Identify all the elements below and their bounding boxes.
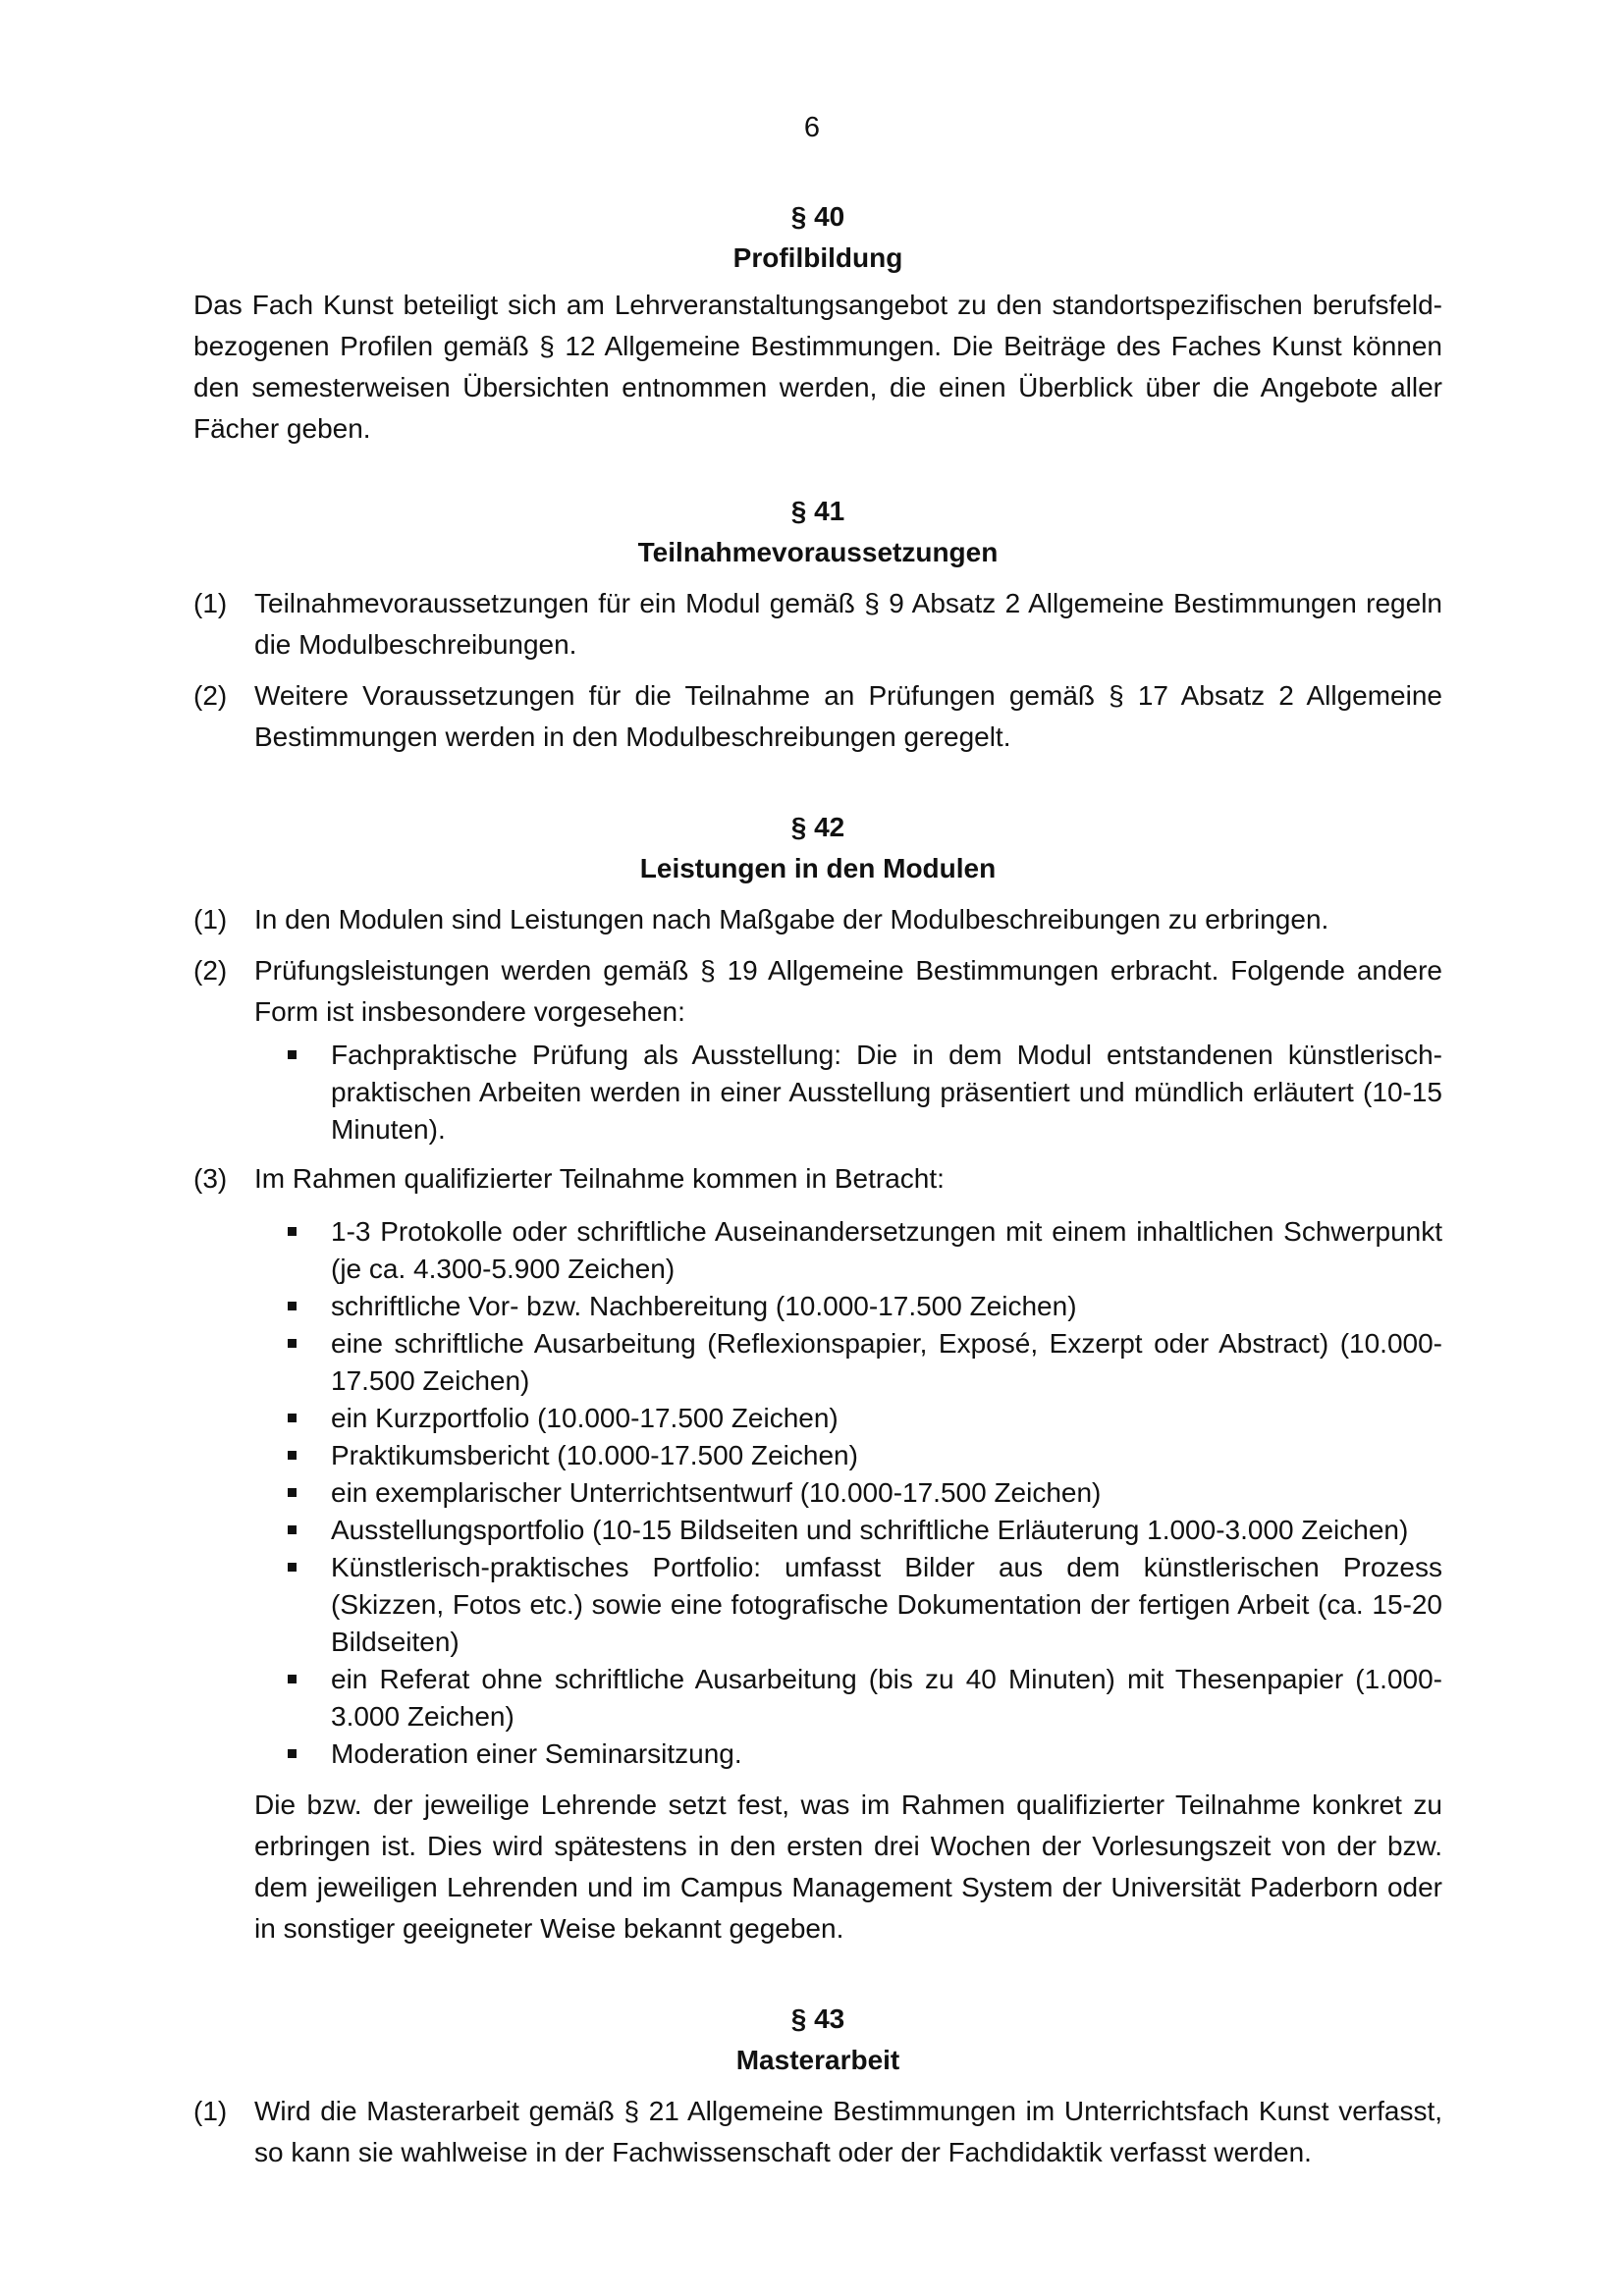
bullet-item: ein Referat ohne schriftliche Ausarbeitung (bis zu 40 Minuten) mit Thesenpapier (1.000-3.000 Zeichen) xyxy=(331,1661,1442,1735)
item-closing-paragraph: Die bzw. der jeweilige Lehrende setzt fest, was im Rahmen qualifizierter Teilnahme konkret zu erbringen ist. Dies wird spätestens in den ersten drei Wochen der Vorlesungszeit von der bzw. dem jeweiligen Lehrenden und im Campus Management System der Universität Paderborn oder in sonstiger geeigneter Weise bekannt gegeben. xyxy=(254,1789,1442,1944)
numbered-list xyxy=(193,583,1442,758)
list-item xyxy=(193,1158,1442,1949)
bullet-item: Ausstellungsportfolio (10-15 Bildseiten und schriftliche Erläuterung 1.000-3.000 Zeichen) xyxy=(331,1512,1442,1549)
item-text: Im Rahmen qualifizierter Teilnahme kommen in Betracht: xyxy=(254,1163,945,1194)
list-item xyxy=(193,950,1442,1148)
section-title: Teilnahmevoraussetzungen xyxy=(637,537,999,567)
section-40 xyxy=(193,196,1442,450)
item-text: In den Modulen sind Leistungen nach Maßgabe der Modulbeschreibungen zu erbringen. xyxy=(254,904,1329,934)
bullet-item: Künstlerisch-praktisches Portfolio: umfasst Bilder aus dem künstlerischen Prozess (Skizzen, Fotos etc.) sowie eine fotografische Dokumentation der fertigen Arbeit (ca. 15-20 Bildseiten) xyxy=(331,1549,1442,1661)
list-item xyxy=(193,2091,1442,2173)
section-title: Masterarbeit xyxy=(735,2045,900,2075)
bullet-square-icon xyxy=(288,1050,297,1059)
list-item xyxy=(193,675,1442,758)
section-paragraph: Das Fach Kunst beteiligt sich am Lehrveranstaltungsangebot zu den standortspezifischen berufsfeld-bezogenen Profilen gemäß § 12 Allgemeine Bestimmungen. Die Beiträge des Faches Kunst können den semesterweisen Übersichten entnommen werden, die einen Überblick über die Angebote aller Fächer geben. xyxy=(193,290,1442,444)
list-item xyxy=(193,899,1442,940)
bullet-square-icon xyxy=(288,1749,297,1758)
item-text: Weitere Voraussetzungen für die Teilnahme an Prüfungen gemäß § 17 Absatz 2 Allgemeine Bestimmungen werden in den Modulbeschreibungen geregelt. xyxy=(254,680,1442,752)
bullet-item: ein exemplarischer Unterrichtsentwurf (10.000-17.500 Zeichen) xyxy=(331,1474,1442,1512)
bullet-item: eine schriftliche Ausarbeitung (Reflexionspapier, Exposé, Exzerpt oder Abstract) (10.000-17.500 Zeichen) xyxy=(331,1325,1442,1400)
item-number: (2) xyxy=(193,680,228,711)
item-number: (3) xyxy=(193,1163,228,1194)
bullet-item: 1-3 Protokolle oder schriftliche Auseinandersetzungen mit einem inhaltlichen Schwerpunkt (je ca. 4.300-5.900 Zeichen) xyxy=(331,1213,1442,1288)
section-symbol: § 43 xyxy=(790,2003,845,2034)
section-symbol: § 42 xyxy=(790,812,845,842)
bullet-list xyxy=(254,1037,1442,1148)
bullet-square-icon xyxy=(288,1525,297,1534)
bullet-square-icon xyxy=(288,1227,297,1236)
section-41 xyxy=(193,491,1442,758)
item-number: (2) xyxy=(193,955,228,986)
item-text: Wird die Masterarbeit gemäß § 21 Allgemeine Bestimmungen im Unterrichtsfach Kunst verfasst, so kann sie wahlweise in der Fachwissenschaft oder der Fachdidaktik verfasst werden. xyxy=(254,2096,1442,2167)
list-item xyxy=(193,583,1442,666)
bullet-item: ein Kurzportfolio (10.000-17.500 Zeichen) xyxy=(331,1400,1442,1437)
bullet-square-icon xyxy=(288,1339,297,1348)
bullet-item: Fachpraktische Prüfung als Ausstellung: Die in dem Modul entstandenen künstlerisch-praktischen Arbeiten werden in einer Ausstellung präsentiert und mündlich erläutert (10-15 Minuten). xyxy=(331,1037,1442,1148)
bullet-square-icon xyxy=(288,1451,297,1460)
bullet-square-icon xyxy=(288,1675,297,1683)
section-42 xyxy=(193,807,1442,1949)
item-text: Teilnahmevoraussetzungen für ein Modul gemäß § 9 Absatz 2 Allgemeine Bestimmungen regeln die Modulbeschreibungen. xyxy=(254,588,1442,660)
bullet-item: Moderation einer Seminarsitzung. xyxy=(331,1735,1442,1773)
item-number: (1) xyxy=(193,2096,228,2126)
item-text: Prüfungsleistungen werden gemäß § 19 Allgemeine Bestimmungen erbracht. Folgende andere Form ist insbesondere vorgesehen: xyxy=(254,955,1442,1027)
bullet-square-icon xyxy=(288,1488,297,1497)
section-symbol: § 41 xyxy=(790,496,845,526)
bullet-item: Praktikumsbericht (10.000-17.500 Zeichen) xyxy=(331,1437,1442,1474)
page-number: 6 xyxy=(803,112,821,143)
item-number: (1) xyxy=(193,588,228,618)
bullet-square-icon xyxy=(288,1414,297,1422)
bullet-square-icon xyxy=(288,1563,297,1572)
section-title: Profilbildung xyxy=(732,242,903,273)
numbered-list xyxy=(193,899,1442,1949)
section-title: Leistungen in den Modulen xyxy=(639,853,997,883)
bullet-square-icon xyxy=(288,1302,297,1310)
bullet-list xyxy=(254,1213,1442,1773)
bullet-item: schriftliche Vor- bzw. Nachbereitung (10.000-17.500 Zeichen) xyxy=(331,1288,1442,1325)
numbered-list xyxy=(193,2091,1442,2173)
section-symbol: § 40 xyxy=(790,201,845,232)
section-43 xyxy=(193,1999,1442,2173)
item-number: (1) xyxy=(193,904,228,934)
document-body xyxy=(193,196,1442,2183)
